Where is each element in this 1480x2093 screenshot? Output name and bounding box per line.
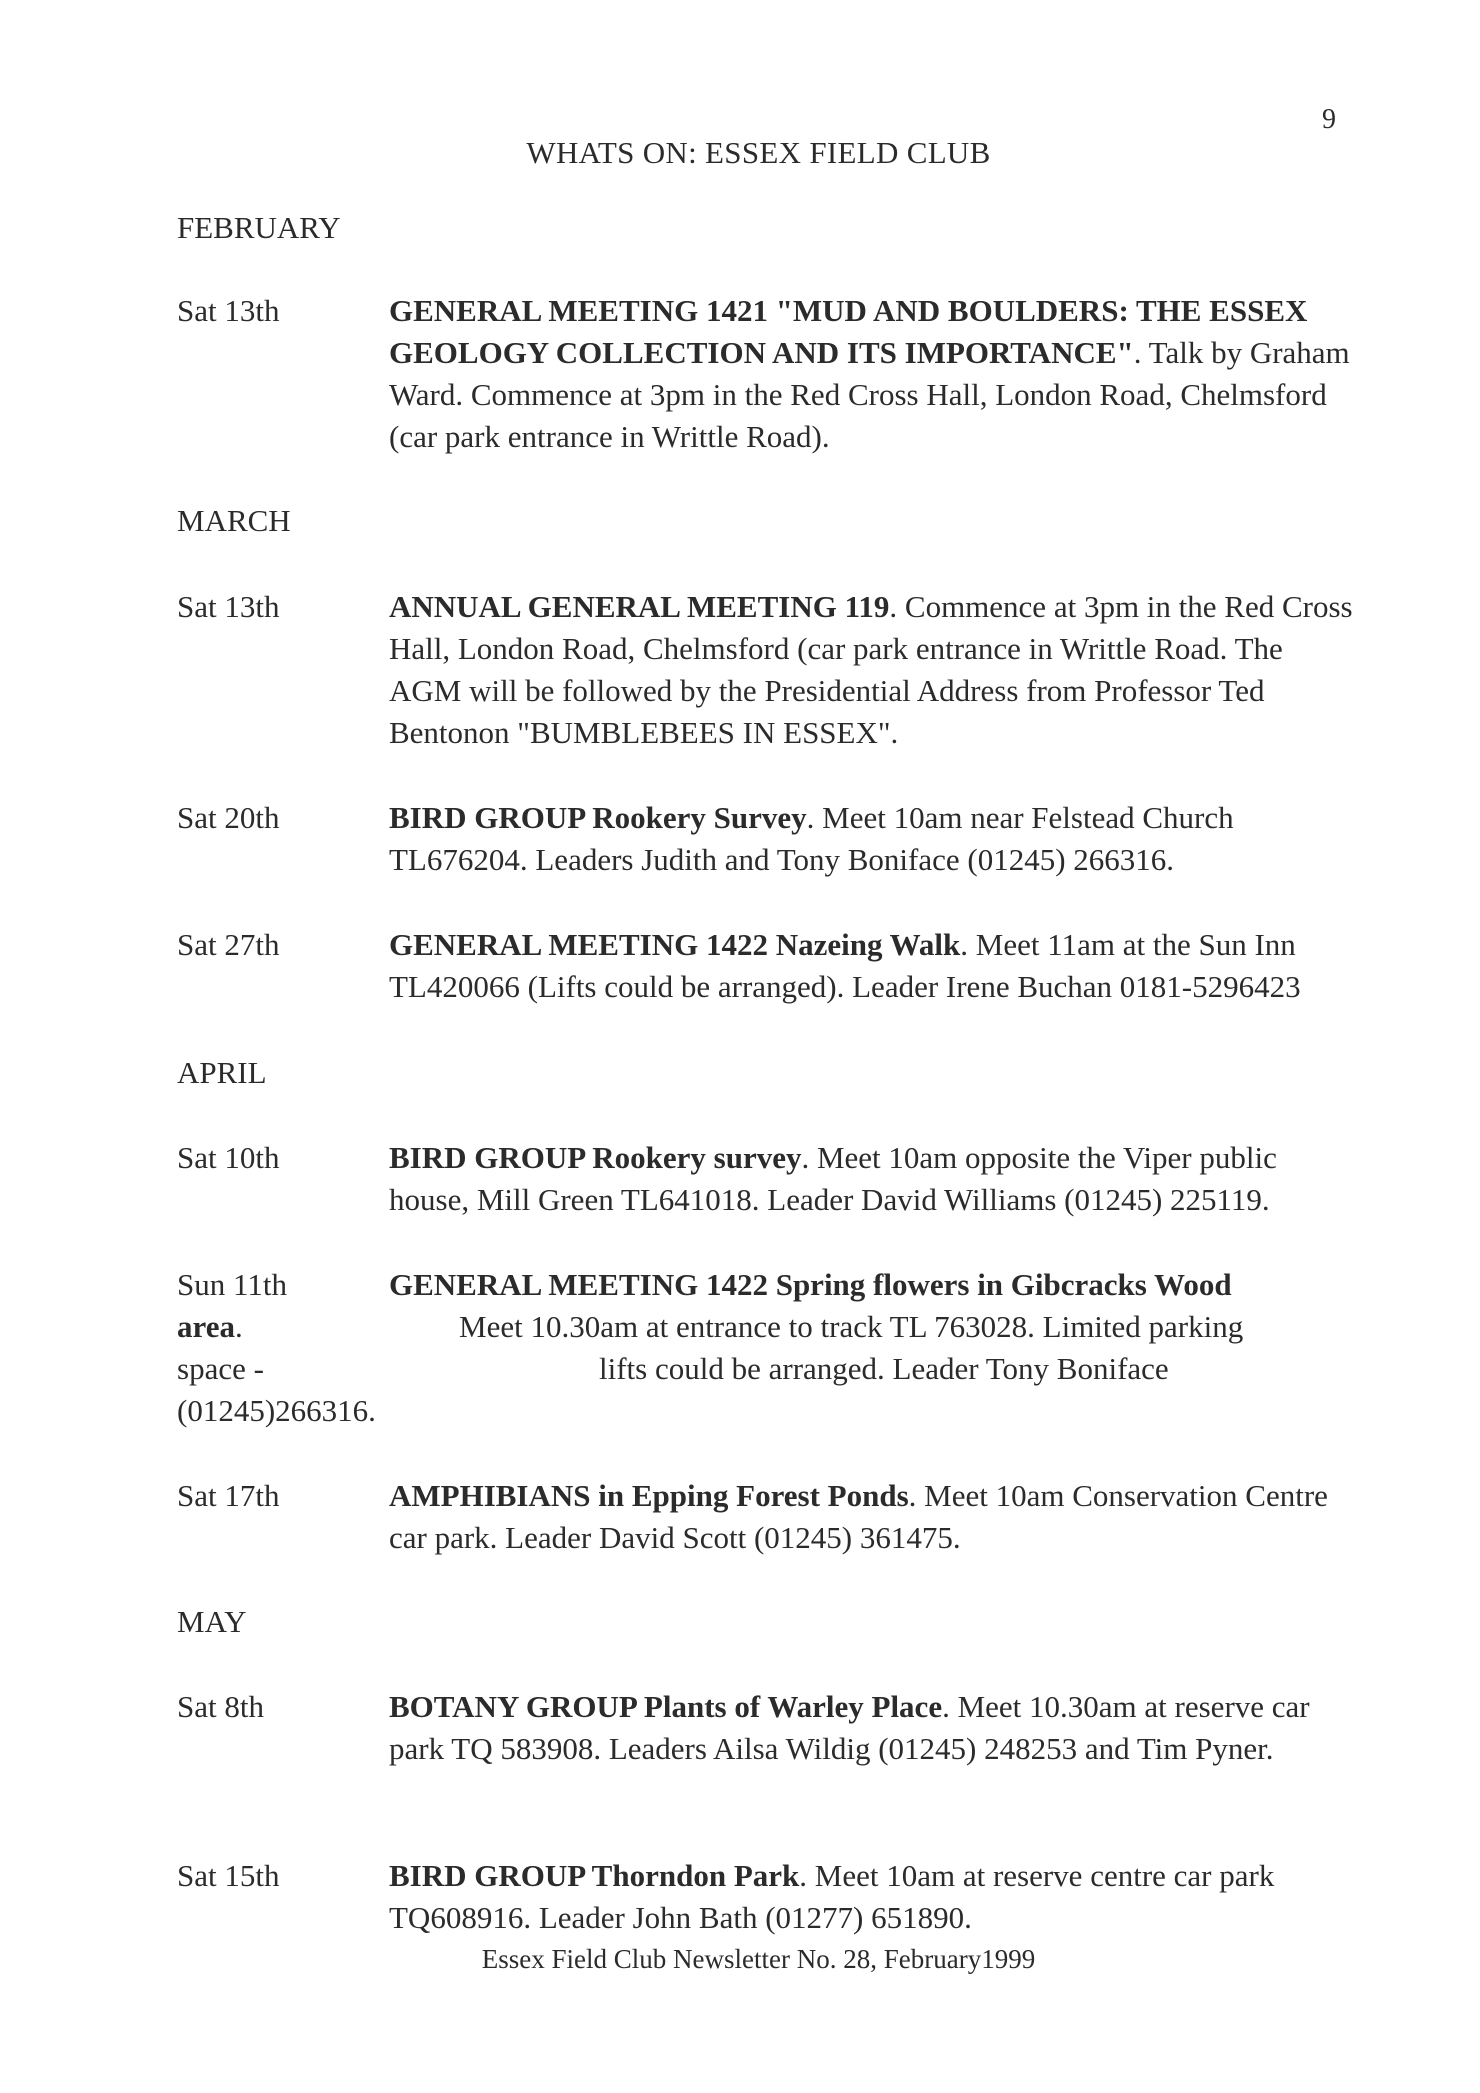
event-description [389,1475,1357,1559]
event-description [389,1855,1357,1939]
event-details: . Meet 10am opposite the Viper public house, Mill Green TL641018. Leader David Williams (01245) 225119. [389,1140,1277,1217]
month-heading-may: MAY [177,1604,247,1639]
event-may-8 [177,1686,1357,1770]
event-details: . Meet 10.30am at reserve car park TQ 583908. Leaders Ailsa Wildig (01245) 248253 and Tim Pyner. [389,1689,1310,1766]
event-apr-10 [177,1137,1357,1221]
event-details: . Meet 10am Conservation Centre car park. Leader David Scott (01245) 361475. [389,1478,1328,1555]
event-date: Sat 17th [177,1478,280,1513]
event-title: GENERAL MEETING 1421 "MUD AND BOULDERS: THE ESSEX GEOLOGY COLLECTION AND ITS IMPORTANCE" [389,293,1308,370]
event-date: Sat 13th [177,293,280,328]
event-may-15 [177,1855,1357,1939]
event-title: BIRD GROUP Thorndon Park [389,1858,800,1893]
event-details: Meet 10.30am at entrance to track TL 763028. Limited parking [459,1309,1244,1344]
event-description [389,586,1357,754]
event-title: BOTANY GROUP Plants of Warley Place [389,1689,943,1724]
event-details: . Meet 11am at the Sun Inn TL420066 (Lifts could be arranged). Leader Irene Buchan 0181-5296423 [389,927,1301,1004]
event-apr-11-line-4 [177,1390,376,1432]
event-apr-11-line-2: area. Meet 10.30am at entrance to track TL 763028. Limited parking [177,1306,243,1348]
month-heading-february: FEBRUARY [177,210,341,245]
event-details: . Meet 10am at reserve centre car park TQ608916. Leader John Bath (01277) 651890. [389,1858,1275,1935]
event-details: . Meet 10am near Felstead Church TL676204. Leaders Judith and Tony Boniface (01245) 266316. [389,800,1234,877]
event-apr-17 [177,1475,1357,1559]
event-date: Sat 27th [177,927,280,962]
event-date: Sat 13th [177,589,280,624]
page-title: WHATS ON: ESSEX FIELD CLUB [526,135,991,170]
month-heading-march: MARCH [177,503,291,538]
event-details: . Talk by Graham Ward. Commence at 3pm in the Red Cross Hall, London Road, Chelmsford (car park entrance in Writtle Road). [389,335,1350,454]
event-date: Sat 10th [177,1140,280,1175]
page-footer: Essex Field Club Newsletter No. 28, February1999 [481,1944,1036,1974]
event-title: BIRD GROUP Rookery survey [389,1140,802,1175]
event-title-continued: area [177,1309,235,1344]
event-description [389,797,1357,881]
event-title: AMPHIBIANS in Epping Forest Ponds [389,1478,909,1513]
event-details: (01245)266316. [177,1393,376,1428]
event-details: . Commence at 3pm in the Red Cross Hall, London Road, Chelmsford (car park entrance in Writtle Road. The AGM will be followed by the Presidential Address from Professor Ted Bentonon "BUMBLEBEES IN ESSEX". [389,589,1353,750]
event-description [389,290,1357,458]
event-apr-11-line-1 [177,1264,1232,1306]
event-mar-20 [177,797,1357,881]
event-date: Sat 8th [177,1689,264,1724]
event-title: BIRD GROUP Rookery Survey [389,800,807,835]
event-details: space - [177,1351,264,1386]
event-feb-13 [177,290,1357,458]
event-date: Sun 11th [177,1267,287,1302]
event-details: lifts could be arranged. Leader Tony Boniface [599,1351,1169,1386]
event-title: ANNUAL GENERAL MEETING 119 [389,589,890,624]
month-heading-april: APRIL [177,1055,267,1090]
event-description [389,1686,1357,1770]
event-date: Sat 20th [177,800,280,835]
event-title: GENERAL MEETING 1422 Spring flowers in Gibcracks Wood [389,1267,1232,1302]
page-number: 9 [1322,104,1336,135]
event-apr-11-line-3 [177,1348,1169,1390]
event-mar-27 [177,924,1357,1008]
event-title: GENERAL MEETING 1422 Nazeing Walk [389,927,961,962]
event-mar-13 [177,586,1357,754]
event-date: Sat 15th [177,1858,280,1893]
event-description [389,924,1357,1008]
event-description [389,1137,1357,1221]
